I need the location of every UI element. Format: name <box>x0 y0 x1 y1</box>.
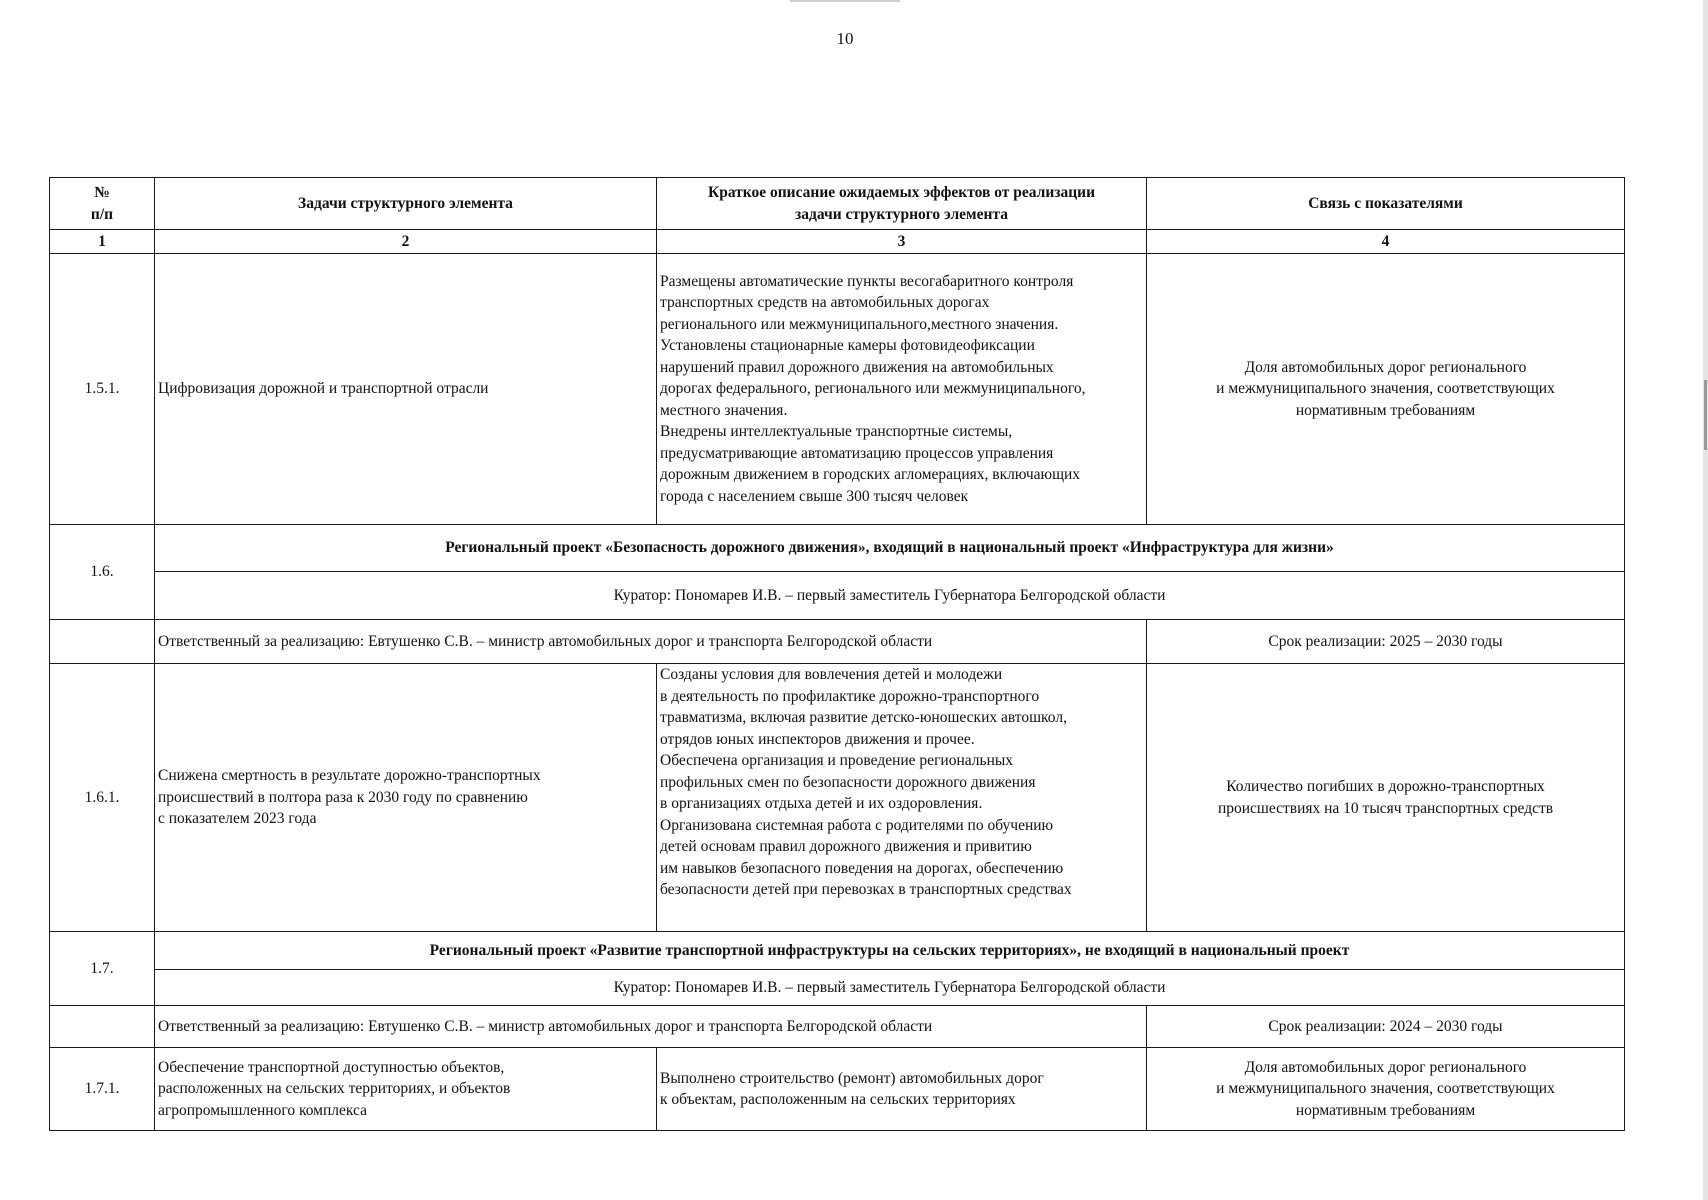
term-cell: Срок реализации: 2025 – 2030 годы <box>1147 620 1625 664</box>
section-1-6-responsible-row <box>50 620 1625 664</box>
effect-cell: Размещены автоматические пункты весогабаритного контроля транспортных средств на автомобильных дорогах регионального или межмуниципального,местного значения. Установлены стационарные камеры фотовидеофиксации нарушений правил дорожного движения на автомобильных дорогах федерального, регионального или межмуниципального, местного значения. Внедрены интеллектуальные транспортные системы, предусматривающие автоматизацию процессов управления дорожным движением в городских агломерациях, включающих города с населением свыше 300 тысяч человек <box>657 254 1147 525</box>
section-1-6-curator-row <box>50 572 1625 620</box>
header-num: № п/п <box>50 178 155 230</box>
header-tasks: Задачи структурного элемента <box>155 178 657 230</box>
column-numbers-row <box>50 230 1625 254</box>
table-row-1-5-1 <box>50 254 1625 525</box>
header-effects: Краткое описание ожидаемых эффектов от реализации задачи структурного элемента <box>657 178 1147 230</box>
col-number-1: 1 <box>50 230 155 254</box>
empty-cell <box>50 620 155 664</box>
indicator-cell: Доля автомобильных дорог регионального и межмуниципального значения, соответствующих нормативным требованиям <box>1147 1048 1625 1131</box>
row-number: 1.6.1. <box>50 664 155 932</box>
section-1-7-responsible-row <box>50 1006 1625 1048</box>
section-1-7-title-row <box>50 932 1625 970</box>
effect-cell: Выполнено строительство (ремонт) автомобильных дорог к объектам, расположенным на сельских территориях <box>657 1048 1147 1131</box>
row-number: 1.7.1. <box>50 1048 155 1131</box>
top-rule <box>790 0 900 2</box>
col-number-2: 2 <box>155 230 657 254</box>
empty-cell <box>50 1006 155 1048</box>
structural-elements-table <box>49 177 1625 1131</box>
row-number: 1.5.1. <box>50 254 155 525</box>
term-cell: Срок реализации: 2024 – 2030 годы <box>1147 1006 1625 1048</box>
curator-cell: Куратор: Пономарев И.В. – первый заместитель Губернатора Белгородской области <box>155 572 1625 620</box>
section-number: 1.7. <box>50 932 155 1006</box>
header-row <box>50 178 1625 230</box>
responsible-cell: Ответственный за реализацию: Евтушенко С.В. – министр автомобильных дорог и транспорта Белгородской области <box>155 1006 1147 1048</box>
table-row-1-7-1 <box>50 1048 1625 1131</box>
effect-cell: Созданы условия для вовлечения детей и молодежи в деятельность по профилактике дорожно-транспортного травматизма, включая развитие детско-юношеских автошкол, отрядов юных инспекторов движения и прочее. Обеспечена организация и проведение региональных профильных смен по безопасности дорожного движения в организациях отдыха детей и их оздоровления. Организована системная работа с родителями по обучению детей основам правил дорожного движения и привитию им навыков безопасного поведения на дорогах, обеспечению безопасности детей при перевозках в транспортных средствах <box>657 664 1147 932</box>
task-cell: Обеспечение транспортной доступностью объектов, расположенных на сельских территориях, и объектов агропромышленного комплекса <box>155 1048 657 1131</box>
section-title: Региональный проект «Развитие транспортной инфраструктуры на сельских территориях», не входящий в национальный проект <box>155 932 1625 970</box>
task-cell: Цифровизация дорожной и транспортной отрасли <box>155 254 657 525</box>
page-number: 10 <box>836 29 854 48</box>
page-edge-mark <box>1703 0 1708 1200</box>
header-link: Связь с показателями <box>1147 178 1625 230</box>
section-1-7-curator-row <box>50 970 1625 1006</box>
col-number-3: 3 <box>657 230 1147 254</box>
task-cell: Снижена смертность в результате дорожно-транспортных происшествий в полтора раза к 2030 году по сравнению с показателем 2023 года <box>155 664 657 932</box>
indicator-cell: Доля автомобильных дорог регионального и межмуниципального значения, соответствующих нормативным требованиям <box>1147 254 1625 525</box>
responsible-cell: Ответственный за реализацию: Евтушенко С.В. – министр автомобильных дорог и транспорта Белгородской области <box>155 620 1147 664</box>
table-row-1-6-1 <box>50 664 1625 932</box>
col-number-4: 4 <box>1147 230 1625 254</box>
section-1-6-title-row <box>50 525 1625 572</box>
page-edge-shadow <box>1704 380 1707 450</box>
curator-cell: Куратор: Пономарев И.В. – первый заместитель Губернатора Белгородской области <box>155 970 1625 1006</box>
indicator-cell: Количество погибших в дорожно-транспортных происшествиях на 10 тысяч транспортных средств <box>1147 664 1625 932</box>
section-title: Региональный проект «Безопасность дорожного движения», входящий в национальный проект «Инфраструктура для жизни» <box>155 525 1625 572</box>
section-number: 1.6. <box>50 525 155 620</box>
